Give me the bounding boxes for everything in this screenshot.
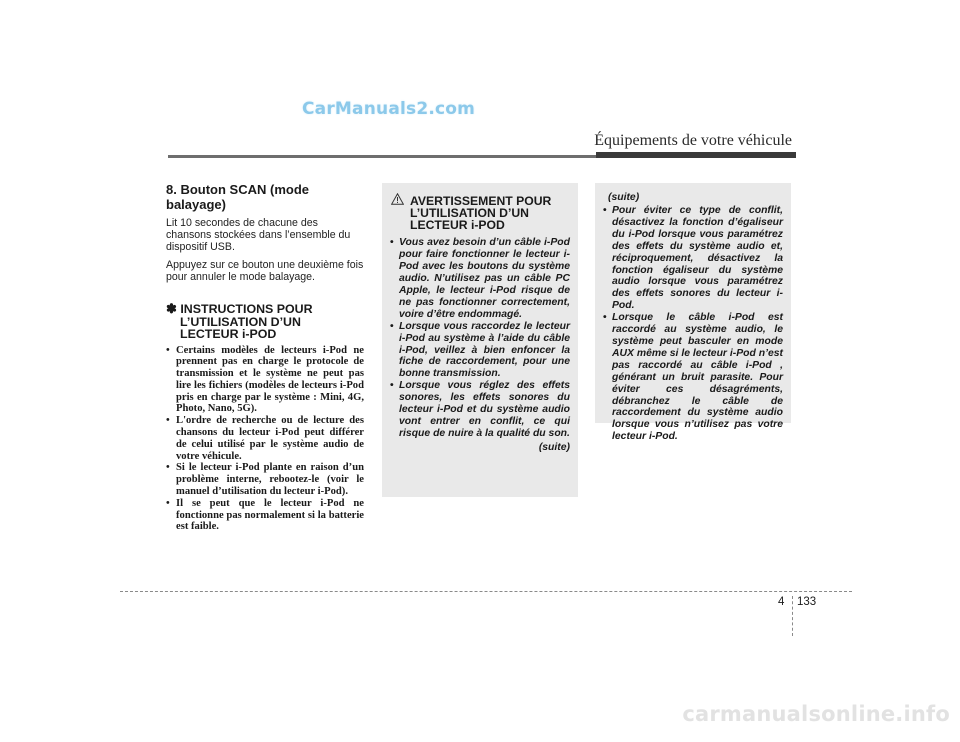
footer-divider — [792, 596, 793, 636]
page-number: 133 — [797, 596, 817, 608]
page-header-title: Équipements de votre véhicule — [594, 132, 792, 149]
list-item: • Lorsque le câble i-Pod est raccordé au système audio, le système peut basculer en mode AUX même si le lecteur i-Pod n’est pas raccordé au câble i-Pod , générant un bruit parasite. Pour éviter ces désagréments, débranchez le câble de raccordement du système audio lorsque vous n’utilisez pas votre lecteur i-Pod. — [603, 312, 783, 443]
warning-heading-line2: L’UTILISATION D’UN — [410, 205, 529, 220]
warning-box — [382, 183, 578, 497]
list-item: • Lorsque vous raccordez le lecteur i-Pod au système à l’aide du câble i-Pod, veillez à bien enfoncer la fiche de raccordement, pour une bonne transmission. — [390, 321, 570, 381]
list-item: • Vous avez besoin d’un câble i-Pod pour faire fonctionner le lecteur i-Pod avec les boutons du système audio. N’utilisez pas un câble PC Apple, le lecteur i-Pod risque de ne pas fonctionner correctement, voire d’être endommagé. — [390, 237, 570, 320]
instructions-heading-line1: INSTRUCTIONS POUR — [180, 302, 313, 316]
warning-triangle-icon — [391, 193, 404, 208]
instructions-heading-line3: LECTEUR i-POD — [180, 327, 277, 341]
warning-list — [382, 237, 578, 439]
list-item: • Pour éviter ce type de conflit, désactivez la fonction d’égaliseur du i-Pod lorsque vous paramétrez des effets du système audio et, réciproquement, désactivez la fonction égaliseur du système audio lorsque vous paramétrez des effets sonores du lecteur i-Pod. — [603, 205, 783, 312]
scan-heading: 8. Bouton SCAN (mode balayage) — [166, 182, 309, 212]
instructions-heading-line2: L’UTILISATION D’UN — [180, 314, 301, 329]
continuation-box — [595, 183, 791, 443]
continuation-suite-label: (suite) — [608, 192, 640, 203]
warning-suite-label: (suite) — [538, 441, 570, 453]
continuation-list — [595, 205, 791, 443]
instructions-heading — [166, 303, 364, 341]
list-item: • Il se peut que le lecteur i-Pod ne fonctionne pas normalement si la batterie est faible. — [166, 498, 364, 533]
chapter-number: 4 — [778, 596, 785, 608]
list-item: • L'ordre de recherche ou de lecture des chansons du lecteur i-Pod peut différer de celui utilisé par le système audio de votre véhicule. — [166, 415, 364, 462]
watermark-logo-bottom: carmanualsonline.info — [682, 702, 950, 726]
warning-heading-line3: LECTEUR i-POD — [410, 217, 505, 232]
warning-heading-line1: AVERTISSEMENT POUR — [410, 194, 552, 208]
scan-paragraph-2: Appuyez sur ce bouton une deuxième fois pour annuler le mode balayage. — [166, 259, 364, 283]
list-item: • Si le lecteur i-Pod plante en raison d’un problème interne, rebootez-le (voir le manuel d’utilisation du lecteur i-Pod). — [166, 462, 364, 497]
watermark-logo-top: CarManuals2.com — [302, 99, 476, 119]
header-rule-accent — [596, 152, 796, 158]
scan-paragraph-1: Lit 10 secondes de chacune des chansons stockées dans l’ensemble du dispositif USB. — [166, 217, 351, 253]
instructions-list — [166, 345, 364, 534]
list-item: • Lorsque vous réglez des effets sonores, les effets sonores du lecteur i-Pod et du système audio vont entrer en conflit, ce qui risque de nuire à la qualité du son. — [390, 380, 570, 440]
warning-heading — [382, 183, 578, 231]
list-item: • Certains modèles de lecteurs i-Pod ne prennent pas en charge le protocole de transmission et le système ne peut pas lire les fichiers (modèles de lecteurs i-Pod pris en charge par le système : Mini, 4G, Photo, Nano, 5G). — [166, 345, 364, 416]
star-icon: ✽ — [166, 301, 177, 316]
footer-rule — [120, 591, 852, 592]
left-column — [166, 182, 364, 533]
